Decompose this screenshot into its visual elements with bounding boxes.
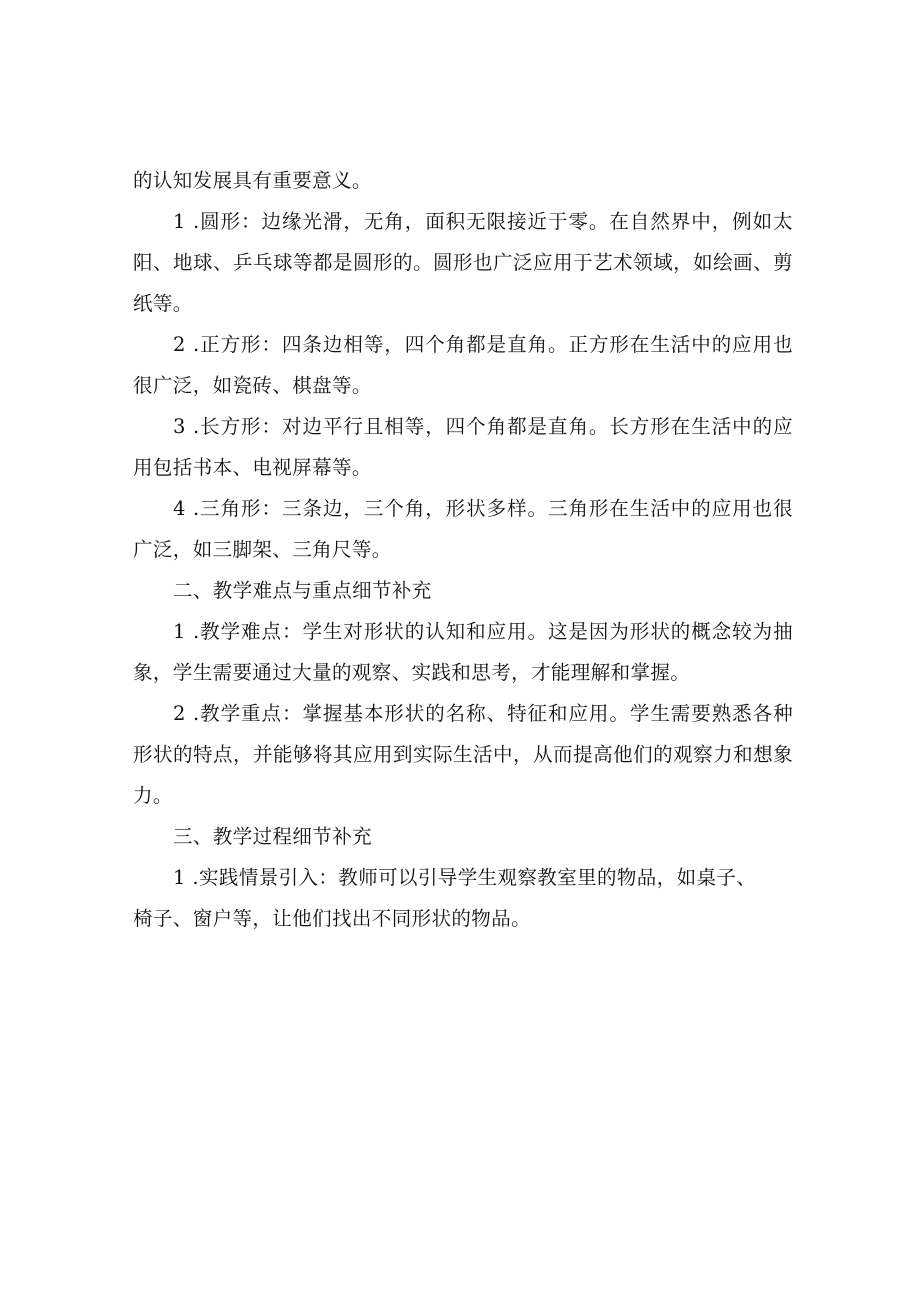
section-heading-process: 三、教学过程细节补充 xyxy=(173,825,373,848)
paragraph-square: 2 .正方形：四条边相等，四个角都是直角。正方形在生活中的应用也很广泛，如瓷砖、棋盘等。 xyxy=(133,333,793,397)
paragraph-teaching-difficulty: 1 .教学难点：学生对形状的认知和应用。这是因为形状的概念较为抽象，学生需要通过大量的观察、实践和思考，才能理解和掌握。 xyxy=(133,620,793,684)
section-heading-difficulties: 二、教学难点与重点细节补充 xyxy=(173,579,432,602)
paragraph-rectangle: 3 .长方形：对边平行且相等，四个角都是直角。长方形在生活中的应用包括书本、电视屏幕等。 xyxy=(133,415,793,479)
paragraph-circle: 1 .圆形：边缘光滑，无角，面积无限接近于零。在自然界中，例如太阳、地球、乒乓球等都是圆形的。圆形也广泛应用于艺术领域，如绘画、剪纸等。 xyxy=(133,210,793,315)
paragraph-teaching-focus: 2 .教学重点：掌握基本形状的名称、特征和应用。学生需要熟悉各种形状的特点，并能够将其应用到实际生活中，从而提高他们的观察力和想象力。 xyxy=(133,702,793,807)
paragraph-practice-intro-continued: 椅子、窗户等，让他们找出不同形状的物品。 xyxy=(133,907,532,930)
paragraph-practice-intro: 1 .实践情景引入：教师可以引导学生观察教室里的物品，如桌子、 xyxy=(173,866,757,889)
paragraph-triangle: 4 .三角形：三条边，三个角，形状多样。三角形在生活中的应用也很广泛，如三脚架、三角尺等。 xyxy=(133,497,793,561)
document-body xyxy=(133,160,793,939)
paragraph-continuation: 的认知发展具有重要意义。 xyxy=(133,169,372,192)
